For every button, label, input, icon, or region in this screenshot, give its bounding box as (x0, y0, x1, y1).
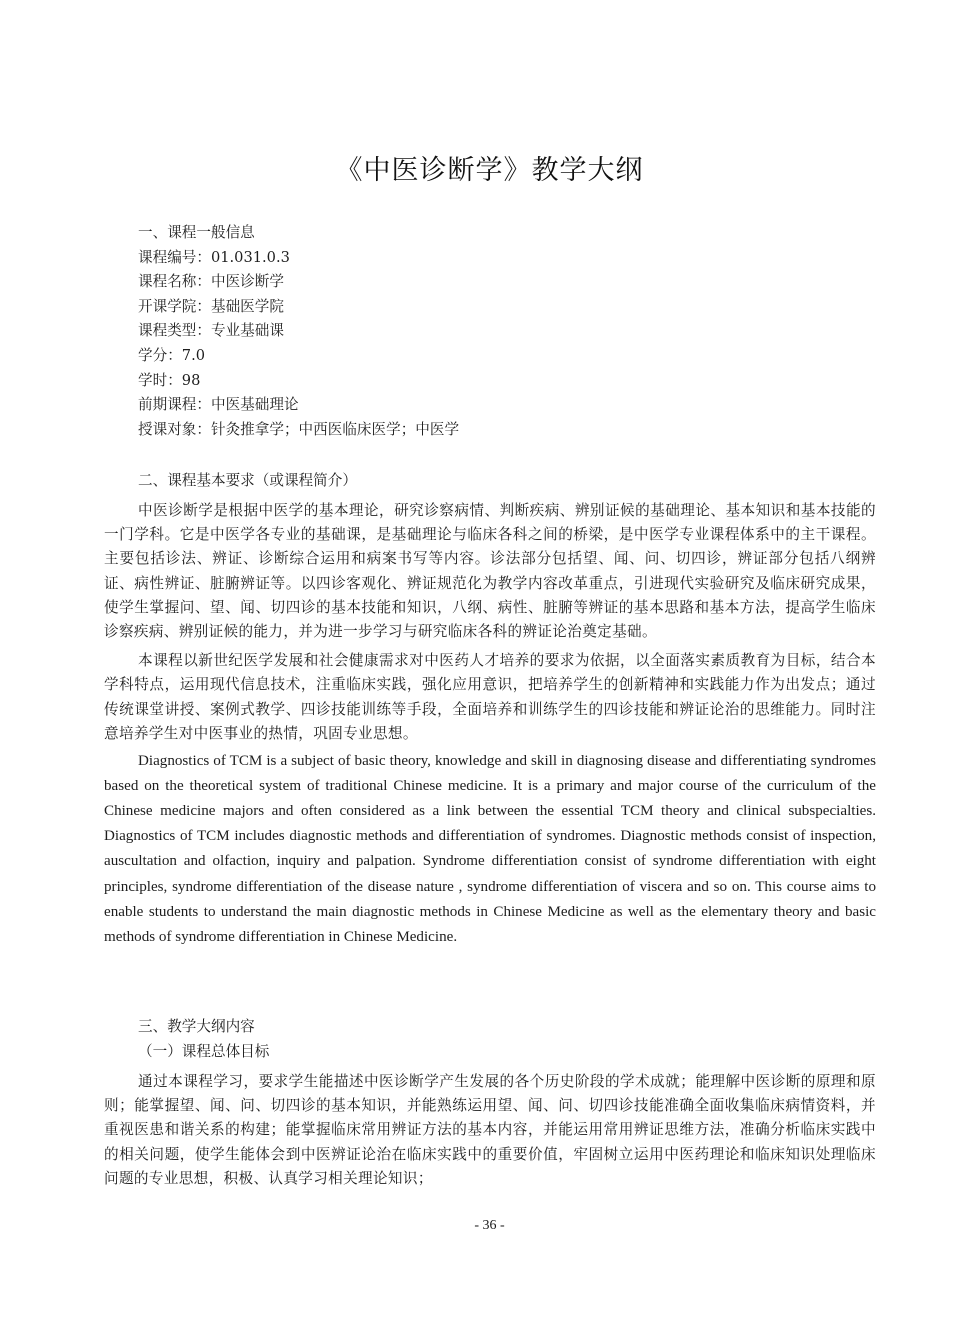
section-heading-general-info: 一、课程一般信息 (138, 224, 255, 241)
hours-line: 学时：98 (138, 371, 201, 389)
goals-paragraph: 通过本课程学习，要求学生能描述中医诊断学产生发展的各个历史阶段的学术成就；能理解中医诊断的原理和原则；能掌握望、闻、问、切四诊的基本知识，并能熟练运用望、闻、问、切四诊技能准确全面收集临床病情资料，并重视医患和谐关系的构建；能掌握临床常用辨证方法的基本内容，并能运用常用辨证思维方法，准确分析临床实践中的相关问题，使学生能体会到中医辨证论治在临床实践中的重要价值，牢固树立运用中医药理论和临床知识处理临床问题的专业思想，积极、认真学习相关理论知识； (104, 1073, 876, 1187)
course-name-line: 课程名称：中医诊断学 (138, 273, 284, 291)
subheading-overall-goals: （一）课程总体目标 (138, 1042, 270, 1060)
intro-paragraph-2: 本课程以新世纪医学发展和社会健康需求对中医药人才培养的要求为依据，以全面落实素质教育为目标，结合本学科特点，运用现代信息技术，注重临床实践，强化应用意识，把培养学生的创新精神和实践能力作为出发点；通过传统课堂讲授、案例式教学、四诊技能训练等手段，全面培养和训练学生的四诊技能和辨证论治的思维能力。同时注意培养学生对中医事业的热情，巩固专业思想。 (104, 652, 876, 742)
section-heading-syllabus: 三、教学大纲内容 (138, 1018, 255, 1035)
intro-paragraph-english: Diagnostics of TCM is a subject of basic theory, knowledge and skill in diagnosing disease and differentiating syndromes based on the theoretical system of traditional Chinese medicine. It is a primary and major course of the curriculum of the Chinese medicine majors and often considered as a link between the essential TCM theory and clinical subspecialties. Diagnostics of TCM includes diagnostic methods and differentiation of syndromes. Diagnostic methods consist of inspection, auscultation and olfaction, inquiry and palpation. Syndrome differentiation consist of syndrome differentiation with eight principles, syndrome differentiation of the disease nature , syndrome differentiation of viscera and so on. This course aims to enable students to understand the main diagnostic methods in Chinese Medicine as well as the elementary theory and basic methods of syndrome differentiation in Chinese Medicine. (104, 753, 876, 945)
college-line: 开课学院：基础医学院 (138, 297, 284, 315)
course-info-list (104, 246, 876, 443)
prerequisite-line: 前期课程：中医基础理论 (138, 396, 299, 414)
section-syllabus-content (104, 1015, 876, 1064)
intro-paragraph-1: 中医诊断学是根据中医学的基本理论，研究诊察病情、判断疾病、辨别证候的基础理论、基本知识和基本技能的一门学科。它是中医学各专业的基础课，是基础理论与临床各科之间的桥梁，是中医学专业课程体系中的主干课程。主要包括诊法、辨证、诊断综合运用和病案书写等内容。诊法部分包括望、闻、问、切四诊，辨证部分包括八纲辨证、病性辨证、脏腑辨证等。以四诊客观化、辨证规范化为教学内容改革重点，引进现代实验研究及临床研究成果，使学生掌握问、望、闻、切四诊的基本技能和知识，八纲、病性、脏腑等辨证的基本思路和基本方法，提高学生临床诊察疾病、辨别证候的能力，并为进一步学习与研究临床各科的辨证论治奠定基础。 (104, 502, 876, 641)
section-syllabus-body (104, 1070, 876, 1191)
page-number: - 36 - (474, 1218, 505, 1233)
audience-line: 授课对象：针灸推拿学；中西医临床医学；中医学 (138, 420, 460, 438)
course-type-line: 课程类型：专业基础课 (138, 322, 284, 340)
course-code-line: 课程编号：01.031.0.3 (138, 248, 290, 266)
section-course-intro-body (104, 499, 876, 950)
section-course-intro (104, 469, 876, 494)
document-title: 《中医诊断学》教学大纲 (335, 155, 644, 186)
section-heading-course-intro: 二、课程基本要求（或课程简介） (138, 472, 357, 489)
credits-line: 学分：7.0 (138, 346, 205, 364)
section-course-info (104, 221, 876, 442)
